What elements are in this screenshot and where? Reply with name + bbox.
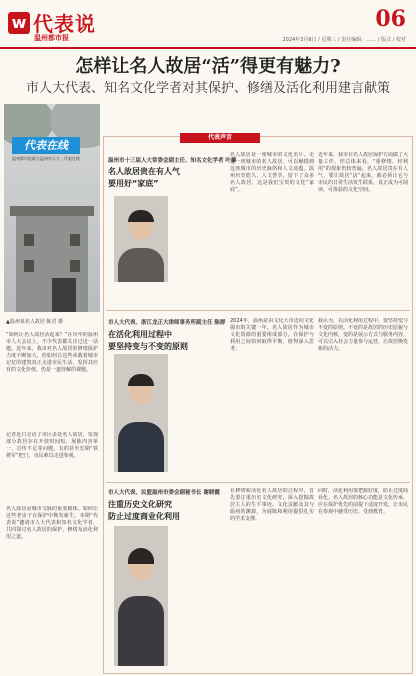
pull-quote: 防止过度商业化利用: [108, 512, 180, 521]
logo-icon: w: [8, 12, 30, 34]
photo-caption: ▲温州某名人故居 陈君 摄: [6, 319, 64, 325]
section-title: 代表说: [33, 12, 96, 36]
date-line: 2024年3月6日 / 星期三 / 责任编辑：…… / 版式 / 校对: [282, 37, 406, 43]
intro-paragraph: “如何让名人故居活起来？”在历年的温州市人大会议上，不少代表都关注过这一话题。近年来，我市对名人故居的修缮保护力度不断加大，但如何让这些承载着城市记忆的建筑真正走进市民生活，发挥其应有的文化价值，仍是一道待解的课题。: [6, 332, 98, 373]
article-column: 近年来，我市在名人故居保护方面做了大量工作，但总体来看，“重修缮、轻利用”的现象仍较普遍。名人故居贵在有人气，要让故居“活”起来，就必须让它与市民的日常生活发生联系，真正成为可阅读、可体验的文化空间。: [318, 152, 408, 193]
pull-quote: 注重历史文化研究: [108, 500, 172, 509]
article-column: 在修缮和活化名人故居的过程中，首先要注重历史文化研究，深入挖掘故居主人的生平事迹、文化贡献及其与温州的渊源，为展陈和利用提供扎实的学术支撑。: [230, 488, 314, 522]
pull-quote: 要用好“家底”: [108, 179, 159, 188]
intro-paragraph: 名人故居是城市文脉的重要载体。如何让这些老房子在保护中焕发新生，本期“代表说”邀请市人大代表和知名文化学者，共同探讨名人故居的保护、修缮及活化利用之道。: [6, 506, 98, 540]
interviewee-intro: 温州市十三届人大常委会副主任、知名文化学者 叶蓁: [108, 158, 237, 164]
column-badge: 代表在线: [12, 137, 80, 154]
article-column: 名人故居是一座城市的文化名片。走进一座城市的名人故居，可以触摸到这座城市的历史脉络和人文底蕴。温州历史悠久，人文荟萃，留下了众多名人故居，这是我们宝贵的文化“家底”。: [230, 152, 314, 193]
pull-quote: 要坚持变与不变的原则: [108, 342, 188, 351]
pull-quote: 名人故居贵在有人气: [108, 167, 180, 176]
article-column: 同时，活化利用要把握好度，防止过度商业化。名人故居的核心功能是文化传承，应在保护优先的前提下适度开发，让市民在参观中感受历史、受到教育。: [318, 488, 408, 515]
former-residence-photo: [4, 104, 100, 312]
pull-quote: 在活化利用过程中: [108, 330, 172, 339]
article-column: 2024年，温州是由文化大市迈向文化强市的关键一年。名人故居作为城市文化资源的重要组成部分，在保护与利用之间如何取得平衡，值得深入思考。: [230, 318, 314, 352]
masthead-divider: [0, 47, 416, 49]
portrait-photo: [114, 526, 168, 666]
page-subheadline: 市人大代表、知名文化学者对其保护、修缮及活化利用建言献策: [25, 81, 390, 96]
page-number: 06: [375, 6, 406, 32]
section-banner: 代表声音: [180, 133, 260, 143]
masthead: [0, 0, 416, 52]
block-divider: [106, 310, 410, 311]
interviewee-intro: 市人大代表、浙江龙正大律师事务所副主任 陈群: [108, 320, 226, 326]
portrait-photo: [114, 196, 168, 282]
block-divider: [106, 482, 410, 483]
page-headline: 怎样让名人故居“活”得更有魅力?: [75, 56, 341, 77]
article-column: 我认为，在活化利用过程中，要坚持变与不变的原则。不变的是故居的历史原貌与文化内核，变的是展示方式与服务内容，可以引入社会力量参与运营，让故居焕发新的活力。: [318, 318, 408, 352]
column-badge-subtitle: 温州都市报联合温州市人大 · 代表在线: [12, 156, 80, 161]
newspaper-name: 温州都市报: [34, 34, 69, 42]
intro-paragraph: 记者近日走访了市区多处名人故居，发现部分故居存在开放时间短、展陈内容单一、宣传不足等问题，有的甚至长期“铁将军”把门，市民难以走进参观。: [6, 432, 98, 459]
portrait-photo: [114, 354, 168, 472]
interviewee-intro: 市人大代表、民盟温州市委会副秘书长 谢晓霞: [108, 490, 220, 496]
